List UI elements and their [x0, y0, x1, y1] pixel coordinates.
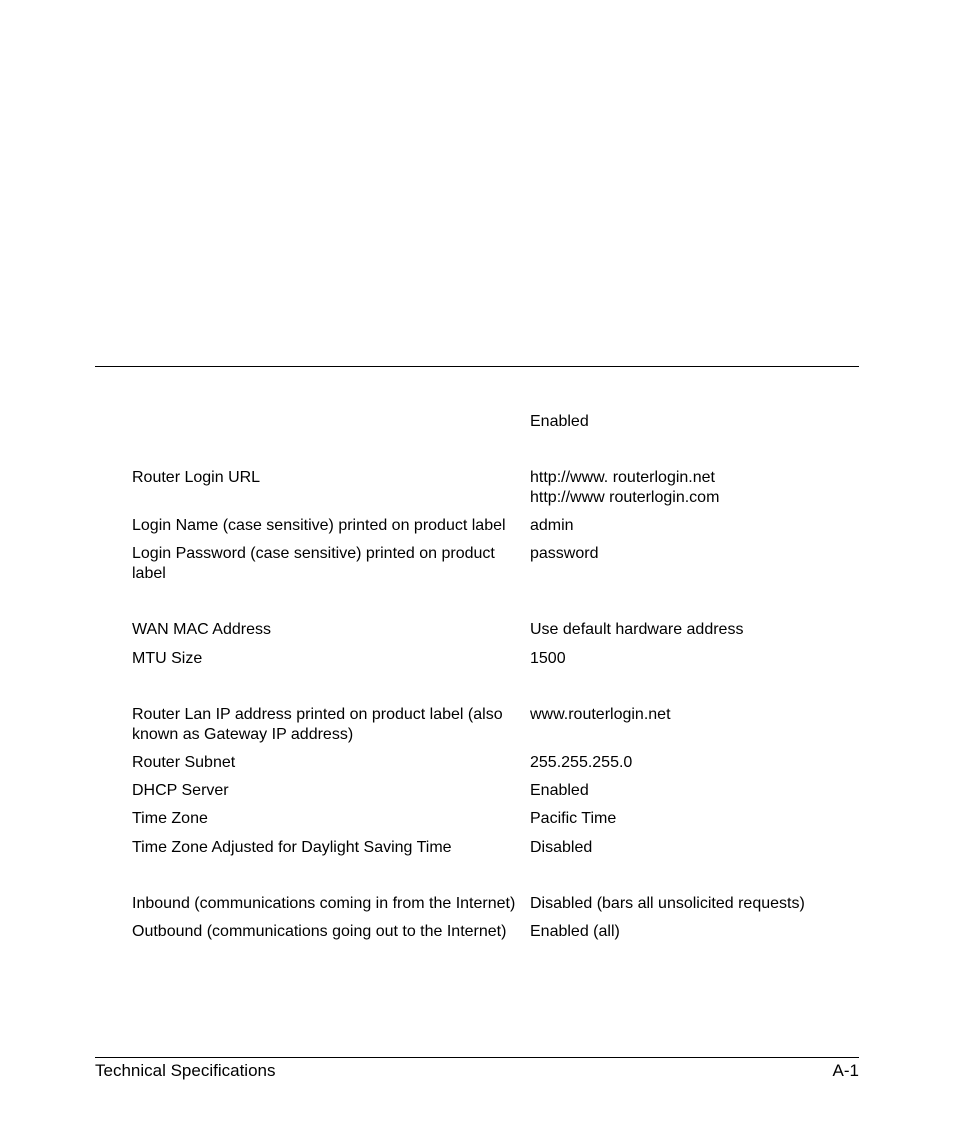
setting-value: Disabled — [530, 839, 593, 856]
setting-value: Enabled (all) — [530, 923, 620, 940]
setting-label-line: label — [132, 565, 166, 582]
setting-label-line: Router Lan IP address printed on product label (also — [132, 706, 503, 723]
setting-label: Outbound (communications going out to the Internet) — [132, 923, 507, 940]
setting-value: Enabled — [530, 413, 589, 430]
setting-value — [530, 468, 860, 508]
setting-label: Inbound (communications coming in from the Internet) — [132, 895, 516, 912]
footer-section-title: Technical Specifications — [95, 1061, 276, 1080]
setting-label: Router Login URL — [132, 469, 261, 486]
setting-label-line: known as Gateway IP address) — [132, 726, 354, 743]
setting-value: password — [530, 545, 599, 562]
setting-value: 255.255.255.0 — [530, 754, 633, 771]
setting-label — [132, 544, 517, 584]
setting-value: admin — [530, 517, 574, 534]
setting-label: Time Zone — [132, 810, 208, 827]
setting-label — [132, 705, 517, 745]
setting-value: Use default hardware address — [530, 621, 744, 638]
setting-label: Login Name (case sensitive) printed on product label — [132, 517, 506, 534]
setting-value: Disabled (bars all unsolicited requests) — [530, 895, 805, 912]
setting-label: DHCP Server — [132, 782, 229, 799]
setting-value: Enabled — [530, 782, 589, 799]
setting-label: Time Zone Adjusted for Daylight Saving Time — [132, 839, 452, 856]
setting-value: www.routerlogin.net — [530, 706, 671, 723]
setting-label-line: Login Password (case sensitive) printed on product — [132, 545, 495, 562]
setting-value-line: http://www routerlogin.com — [530, 489, 720, 506]
setting-value: 1500 — [530, 650, 566, 667]
setting-label: MTU Size — [132, 650, 203, 667]
top-divider — [95, 366, 859, 367]
setting-value: Pacific Time — [530, 810, 617, 827]
footer-divider — [95, 1057, 859, 1058]
setting-label: WAN MAC Address — [132, 621, 271, 638]
setting-label: Router Subnet — [132, 754, 236, 771]
page-number: A-1 — [832, 1061, 859, 1080]
setting-value-line: http://www. routerlogin.net — [530, 469, 715, 486]
